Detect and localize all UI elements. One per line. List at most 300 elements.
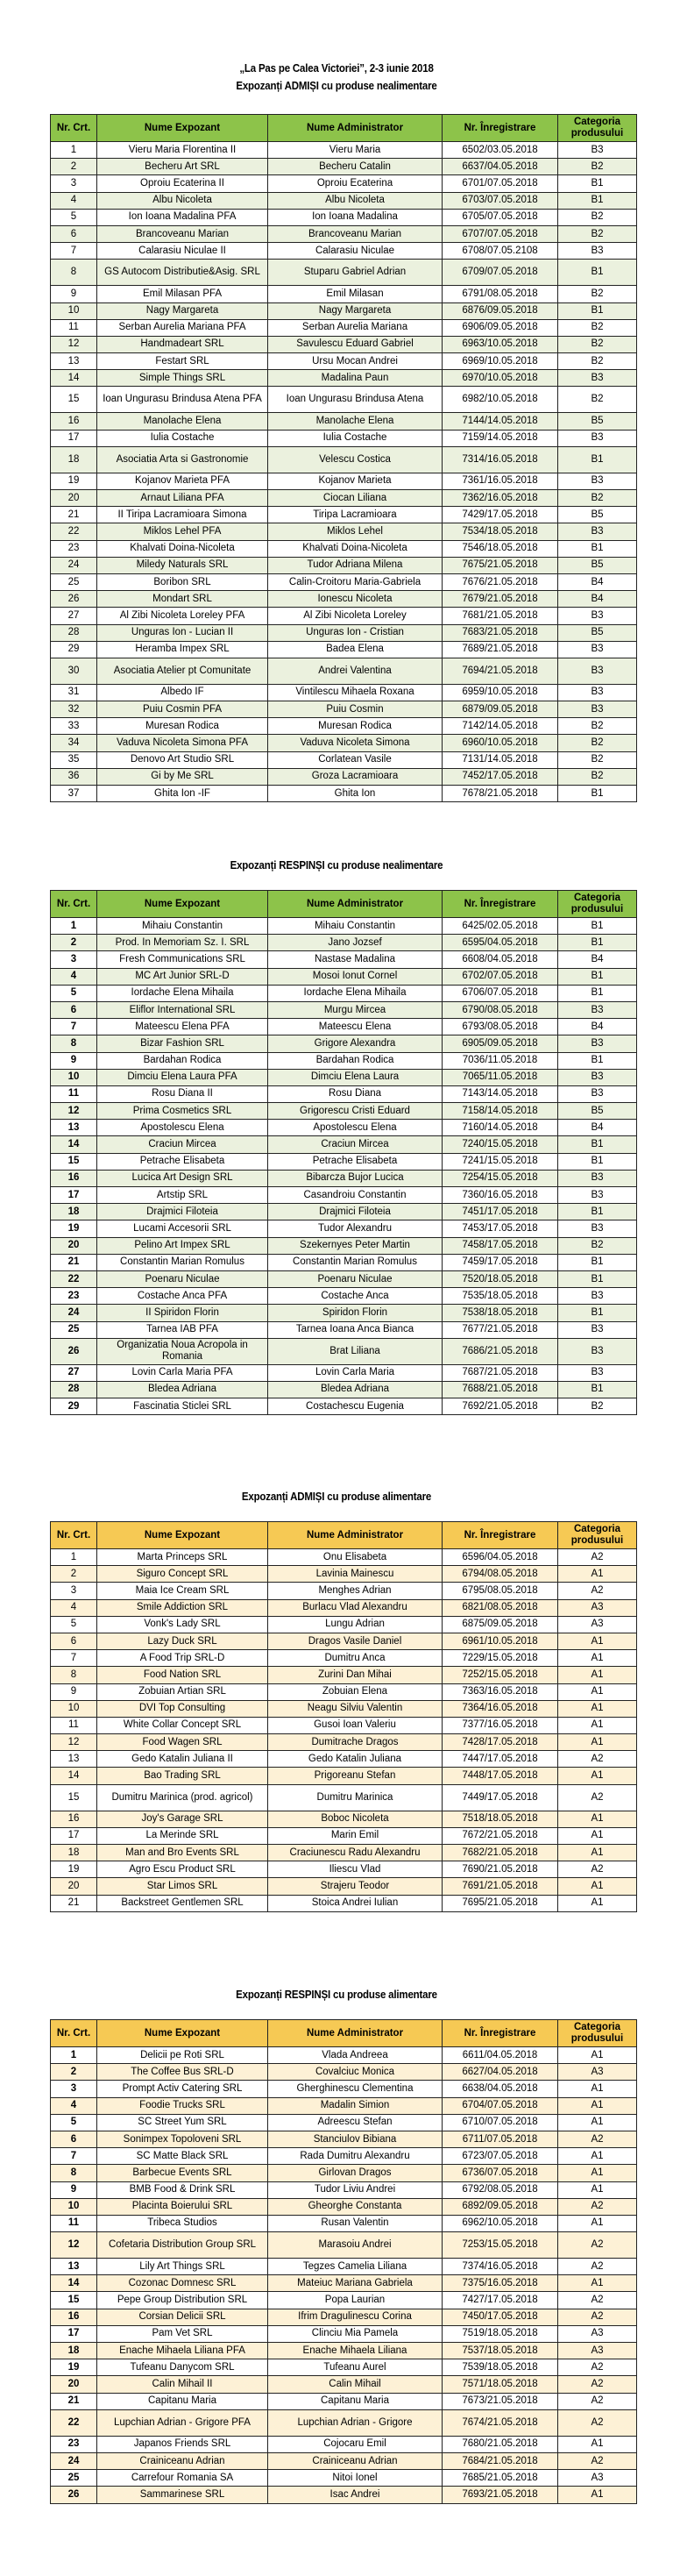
cell-nr-inregistrare: 7682/21.05.2018 xyxy=(443,1845,558,1861)
cell-nr-inregistrare: 7692/21.05.2018 xyxy=(443,1398,558,1415)
cell-nr-crt: 29 xyxy=(51,641,97,658)
cell-nr-inregistrare: 7673/21.05.2018 xyxy=(443,2393,558,2409)
cell-nume-expozant: MC Art Junior SRL-D xyxy=(97,968,268,985)
cell-categoria: B1 xyxy=(558,1381,637,1398)
cell-nr-inregistrare: 6790/08.05.2018 xyxy=(443,1001,558,1018)
header-nr-crt: Nr. Crt. xyxy=(51,2020,97,2047)
cell-nr-crt: 6 xyxy=(51,1001,97,1018)
table-row xyxy=(51,2181,637,2198)
table-row xyxy=(51,1827,637,1844)
cell-categoria: B2 xyxy=(558,735,637,751)
cell-nume-administrator: Brat Liliana xyxy=(268,1338,443,1364)
cell-nume-administrator: Craciunescu Radu Alexandru xyxy=(268,1845,443,1861)
table-header-row xyxy=(51,2020,637,2047)
cell-categoria: A1 xyxy=(558,1700,637,1717)
cell-nume-expozant: Gi by Me SRL xyxy=(97,768,268,785)
cell-nume-administrator: Vlada Andreea xyxy=(268,2047,443,2064)
cell-nume-administrator: Ciocan Liliana xyxy=(268,490,443,507)
cell-nume-expozant: Delicii pe Roti SRL xyxy=(97,2047,268,2064)
cell-nr-crt: 35 xyxy=(51,751,97,768)
cell-categoria: A1 xyxy=(558,1811,637,1827)
cell-nr-crt: 37 xyxy=(51,786,97,802)
cell-nume-expozant: Mihaiu Constantin xyxy=(97,918,268,935)
cell-nume-administrator: Prigoreanu Stefan xyxy=(268,1768,443,1784)
cell-nume-administrator: Dragos Vasile Daniel xyxy=(268,1633,443,1649)
cell-nume-administrator: Oproiu Ecaterina xyxy=(268,175,443,192)
cell-nume-expozant: Calin Mihail II xyxy=(97,2376,268,2393)
cell-nume-expozant: Sammarinese SRL xyxy=(97,2487,268,2503)
table-row xyxy=(51,985,637,1001)
table-row xyxy=(51,1784,637,1811)
cell-categoria: A1 xyxy=(558,2114,637,2131)
cell-nr-inregistrare: 7241/15.05.2018 xyxy=(443,1153,558,1170)
cell-nume-administrator: Murgu Mircea xyxy=(268,1001,443,1018)
cell-nr-crt: 7 xyxy=(51,243,97,260)
cell-categoria: A1 xyxy=(558,1895,637,1911)
cell-nr-inregistrare: 7363/16.05.2018 xyxy=(443,1683,558,1700)
table-row xyxy=(51,2198,637,2215)
cell-nr-inregistrare: 6608/04.05.2018 xyxy=(443,951,558,968)
cell-nr-inregistrare: 6627/04.05.2018 xyxy=(443,2064,558,2081)
table-row xyxy=(51,1549,637,1566)
cell-nr-crt: 17 xyxy=(51,430,97,446)
cell-nume-expozant: Prompt Activ Catering SRL xyxy=(97,2081,268,2097)
cell-categoria: A1 xyxy=(558,1734,637,1751)
cell-nr-inregistrare: 7687/21.05.2018 xyxy=(443,1364,558,1381)
cell-nume-administrator: Nagy Margareta xyxy=(268,302,443,319)
table-row xyxy=(51,175,637,192)
cell-nume-expozant: Unguras Ion - Lucian II xyxy=(97,624,268,641)
cell-nr-crt: 18 xyxy=(51,2343,97,2359)
cell-nume-expozant: Bizar Fashion SRL xyxy=(97,1035,268,1052)
cell-nume-administrator: Iliescu Vlad xyxy=(268,1861,443,1878)
cell-nume-administrator: Adreescu Stefan xyxy=(268,2114,443,2131)
table-row xyxy=(51,1717,637,1733)
table-row xyxy=(51,286,637,302)
cell-categoria: B2 xyxy=(558,225,637,242)
cell-categoria: A2 xyxy=(558,2409,637,2436)
cell-nume-expozant: Lily Art Things SRL xyxy=(97,2259,268,2275)
cell-categoria: B1 xyxy=(558,786,637,802)
cell-nr-inregistrare: 6425/02.05.2018 xyxy=(443,918,558,935)
table-row xyxy=(51,2047,637,2064)
cell-nume-expozant: BMB Food & Drink SRL xyxy=(97,2181,268,2198)
cell-nr-inregistrare: 6961/10.05.2018 xyxy=(443,1633,558,1649)
cell-nume-administrator: Neagu Silviu Valentin xyxy=(268,1700,443,1717)
cell-nr-crt: 1 xyxy=(51,2047,97,2064)
cell-nr-crt: 19 xyxy=(51,1220,97,1237)
cell-nr-inregistrare: 7685/21.05.2018 xyxy=(443,2470,558,2487)
cell-categoria: A1 xyxy=(558,1650,637,1667)
cell-nr-crt: 24 xyxy=(51,2452,97,2469)
cell-nume-expozant: II Spiridon Florin xyxy=(97,1305,268,1321)
cell-nume-administrator: Andrei Valentina xyxy=(268,658,443,684)
cell-nr-crt: 16 xyxy=(51,2309,97,2325)
cell-nume-expozant: Albu Nicoleta xyxy=(97,192,268,209)
table-row xyxy=(51,608,637,624)
cell-nr-inregistrare: 7427/17.05.2018 xyxy=(443,2292,558,2309)
cell-nr-inregistrare: 7449/17.05.2018 xyxy=(443,1784,558,1811)
cell-nume-administrator: Iulia Costache xyxy=(268,430,443,446)
cell-nume-expozant: Manolache Elena xyxy=(97,413,268,430)
cell-nume-administrator: Rada Dumitru Alexandru xyxy=(268,2148,443,2165)
cell-categoria: B1 xyxy=(558,260,637,286)
table-row xyxy=(51,658,637,684)
cell-nr-crt: 5 xyxy=(51,2114,97,2131)
cell-nume-expozant: The Coffee Bus SRL-D xyxy=(97,2064,268,2081)
cell-nr-crt: 21 xyxy=(51,507,97,523)
cell-nume-expozant: Rosu Diana II xyxy=(97,1085,268,1102)
cell-categoria: A1 xyxy=(558,2487,637,2503)
header-nume-expozant: Nume Expozant xyxy=(97,891,268,918)
cell-nr-crt: 26 xyxy=(51,591,97,608)
cell-nume-administrator: Becheru Catalin xyxy=(268,159,443,175)
cell-categoria: B2 xyxy=(558,751,637,768)
cell-nume-expozant: Heramba Impex SRL xyxy=(97,641,268,658)
cell-nume-administrator: Tegzes Camelia Liliana xyxy=(268,2259,443,2275)
cell-nume-expozant: Lupchian Adrian - Grigore PFA xyxy=(97,2409,268,2436)
cell-nr-crt: 28 xyxy=(51,1381,97,1398)
cell-nr-inregistrare: 7253/15.05.2018 xyxy=(443,2232,558,2259)
cell-nume-administrator: Gherghinescu Clementina xyxy=(268,2081,443,2097)
cell-nume-expozant: Tufeanu Danycom SRL xyxy=(97,2359,268,2376)
cell-nr-inregistrare: 7534/18.05.2018 xyxy=(443,523,558,540)
table-row xyxy=(51,1321,637,1338)
section-title-admitted-nonfood: Expozanți ADMIȘI cu produse nealimentare xyxy=(236,80,437,92)
cell-nume-administrator: Tufeanu Aurel xyxy=(268,2359,443,2376)
cell-categoria: B3 xyxy=(558,1170,637,1186)
table-row xyxy=(51,1768,637,1784)
header-nr-crt: Nr. Crt. xyxy=(51,115,97,142)
cell-nume-administrator: Menghes Adrian xyxy=(268,1583,443,1599)
table-row xyxy=(51,935,637,951)
cell-nume-administrator: Miklos Lehel xyxy=(268,523,443,540)
cell-nr-crt: 12 xyxy=(51,336,97,352)
table-row xyxy=(51,1683,637,1700)
table-row xyxy=(51,1120,637,1136)
table-row xyxy=(51,1364,637,1381)
table-row xyxy=(51,1019,637,1035)
cell-nume-expozant: Siguro Concept SRL xyxy=(97,1566,268,1583)
cell-nr-inregistrare: 6794/08.05.2018 xyxy=(443,1566,558,1583)
table-row xyxy=(51,319,637,336)
cell-nume-administrator: Nastase Madalina xyxy=(268,951,443,968)
cell-nume-administrator: Manolache Elena xyxy=(268,413,443,430)
table-row xyxy=(51,2487,637,2503)
cell-nr-inregistrare: 6963/10.05.2018 xyxy=(443,336,558,352)
cell-nume-administrator: Constantin Marian Romulus xyxy=(268,1254,443,1270)
cell-categoria: A1 xyxy=(558,2097,637,2114)
table-rejected-food xyxy=(50,2019,637,2504)
cell-nr-inregistrare: 7143/14.05.2018 xyxy=(443,1085,558,1102)
cell-categoria: A1 xyxy=(558,1633,637,1649)
table-row xyxy=(51,523,637,540)
table-row xyxy=(51,2081,637,2097)
table-row xyxy=(51,573,637,590)
cell-nr-inregistrare: 7677/21.05.2018 xyxy=(443,1321,558,1338)
cell-nume-administrator: Petrache Elisabeta xyxy=(268,1153,443,1170)
cell-nume-administrator: Unguras Ion - Cristian xyxy=(268,624,443,641)
cell-nume-expozant: Constantin Marian Romulus xyxy=(97,1254,268,1270)
cell-nr-inregistrare: 7686/21.05.2018 xyxy=(443,1338,558,1364)
cell-categoria: B5 xyxy=(558,557,637,573)
table-row xyxy=(51,684,637,701)
table-row xyxy=(51,142,637,159)
table-row xyxy=(51,302,637,319)
cell-nr-inregistrare: 7681/21.05.2018 xyxy=(443,608,558,624)
cell-nr-inregistrare: 6702/07.05.2018 xyxy=(443,968,558,985)
cell-nume-administrator: Gedo Katalin Juliana xyxy=(268,1751,443,1768)
cell-nr-crt: 9 xyxy=(51,1052,97,1069)
table-row xyxy=(51,1398,637,1415)
event-title: „La Pas pe Calea Victoriei”, 2-3 iunie 2018 xyxy=(239,62,434,75)
cell-nr-inregistrare: 6736/07.05.2018 xyxy=(443,2165,558,2181)
cell-nume-administrator: Puiu Cosmin xyxy=(268,701,443,718)
cell-categoria: B1 xyxy=(558,1052,637,1069)
cell-nr-inregistrare: 7675/21.05.2018 xyxy=(443,557,558,573)
table-row xyxy=(51,1254,637,1270)
cell-nr-crt: 16 xyxy=(51,1811,97,1827)
cell-categoria: A1 xyxy=(558,2436,637,2452)
table-row xyxy=(51,1153,637,1170)
cell-nr-crt: 33 xyxy=(51,718,97,735)
cell-nume-administrator: Poenaru Niculae xyxy=(268,1270,443,1287)
cell-nume-expozant: Mondart SRL xyxy=(97,591,268,608)
cell-nume-expozant: Costache Anca PFA xyxy=(97,1288,268,1305)
cell-categoria: A1 xyxy=(558,2148,637,2165)
cell-nr-crt: 8 xyxy=(51,1667,97,1683)
cell-categoria: B2 xyxy=(558,718,637,735)
cell-nr-inregistrare: 6905/09.05.2018 xyxy=(443,1035,558,1052)
cell-categoria: A1 xyxy=(558,2275,637,2292)
cell-nume-expozant: Dimciu Elena Laura PFA xyxy=(97,1069,268,1085)
cell-nr-crt: 26 xyxy=(51,2487,97,2503)
table-row xyxy=(51,786,637,802)
cell-categoria: B3 xyxy=(558,142,637,159)
cell-categoria: B1 xyxy=(558,935,637,951)
table-row xyxy=(51,370,637,387)
header-categoria-produsului: Categoria produsului xyxy=(558,115,637,142)
cell-categoria: B3 xyxy=(558,1069,637,1085)
cell-categoria: B5 xyxy=(558,413,637,430)
cell-nume-administrator: Al Zibi Nicoleta Loreley xyxy=(268,608,443,624)
cell-nume-administrator: Costache Anca xyxy=(268,1288,443,1305)
cell-nr-crt: 30 xyxy=(51,658,97,684)
table-row xyxy=(51,159,637,175)
cell-nr-crt: 2 xyxy=(51,159,97,175)
cell-nume-administrator: Stoica Andrei Iulian xyxy=(268,1895,443,1911)
cell-nr-crt: 17 xyxy=(51,1827,97,1844)
cell-nr-crt: 18 xyxy=(51,1845,97,1861)
cell-categoria: B3 xyxy=(558,243,637,260)
cell-nume-expozant: Pepe Group Distribution SRL xyxy=(97,2292,268,2309)
cell-nume-administrator: Burlacu Vlad Alexandru xyxy=(268,1599,443,1616)
cell-nr-inregistrare: 7546/18.05.2018 xyxy=(443,540,558,557)
cell-nr-inregistrare: 7240/15.05.2018 xyxy=(443,1136,558,1153)
cell-categoria: B2 xyxy=(558,1237,637,1254)
cell-categoria: B1 xyxy=(558,968,637,985)
table-row xyxy=(51,1170,637,1186)
cell-nr-inregistrare: 6960/10.05.2018 xyxy=(443,735,558,751)
cell-categoria: B5 xyxy=(558,624,637,641)
cell-nume-administrator: Spiridon Florin xyxy=(268,1305,443,1321)
cell-nume-administrator: Dumitrache Dragos xyxy=(268,1734,443,1751)
cell-categoria: B3 xyxy=(558,473,637,489)
cell-nr-crt: 15 xyxy=(51,1784,97,1811)
table-row xyxy=(51,1700,637,1717)
cell-nume-expozant: Iordache Elena Mihaila xyxy=(97,985,268,1001)
cell-nr-inregistrare: 6892/09.05.2018 xyxy=(443,2198,558,2215)
cell-categoria: A3 xyxy=(558,1599,637,1616)
table-row xyxy=(51,507,637,523)
cell-nume-administrator: Zurini Dan Mihai xyxy=(268,1667,443,1683)
cell-nume-expozant: Oproiu Ecaterina II xyxy=(97,175,268,192)
cell-nr-inregistrare: 6962/10.05.2018 xyxy=(443,2215,558,2231)
cell-nr-crt: 10 xyxy=(51,302,97,319)
cell-nr-crt: 8 xyxy=(51,1035,97,1052)
header-nume-administrator: Nume Administrator xyxy=(268,891,443,918)
cell-categoria: A2 xyxy=(558,2359,637,2376)
cell-nr-inregistrare: 7450/17.05.2018 xyxy=(443,2309,558,2325)
cell-nume-administrator: Muresan Rodica xyxy=(268,718,443,735)
cell-nume-administrator: Costachescu Eugenia xyxy=(268,1398,443,1415)
cell-categoria: B3 xyxy=(558,1220,637,1237)
cell-nr-crt: 26 xyxy=(51,1338,97,1364)
cell-nr-inregistrare: 7678/21.05.2018 xyxy=(443,786,558,802)
table-row xyxy=(51,1650,637,1667)
table-row xyxy=(51,1811,637,1827)
cell-nr-crt: 23 xyxy=(51,1288,97,1305)
cell-categoria: B1 xyxy=(558,918,637,935)
cell-nr-crt: 6 xyxy=(51,1633,97,1649)
cell-nr-crt: 13 xyxy=(51,1751,97,1768)
cell-nr-inregistrare: 6611/04.05.2018 xyxy=(443,2047,558,2064)
cell-nume-administrator: Boboc Nicoleta xyxy=(268,1811,443,1827)
cell-categoria: A2 xyxy=(558,2393,637,2409)
cell-nume-expozant: Bardahan Rodica xyxy=(97,1052,268,1069)
cell-nume-expozant: A Food Trip SRL-D xyxy=(97,1650,268,1667)
table-row xyxy=(51,446,637,473)
cell-nr-inregistrare: 7361/16.05.2018 xyxy=(443,473,558,489)
cell-categoria: B2 xyxy=(558,159,637,175)
table-row xyxy=(51,1566,637,1583)
cell-nr-crt: 3 xyxy=(51,175,97,192)
table-row xyxy=(51,591,637,608)
cell-nume-expozant: Foodie Trucks SRL xyxy=(97,2097,268,2114)
table-row xyxy=(51,918,637,935)
table-row xyxy=(51,387,637,413)
cell-nr-crt: 23 xyxy=(51,540,97,557)
cell-nr-inregistrare: 6875/09.05.2018 xyxy=(443,1616,558,1633)
cell-nr-inregistrare: 6596/04.05.2018 xyxy=(443,1549,558,1566)
cell-categoria: B1 xyxy=(558,540,637,557)
table-row xyxy=(51,1878,637,1895)
cell-categoria: A3 xyxy=(558,1616,637,1633)
cell-nume-administrator: Mateescu Elena xyxy=(268,1019,443,1035)
table-row xyxy=(51,968,637,985)
table-row xyxy=(51,2452,637,2469)
cell-nr-inregistrare: 7535/18.05.2018 xyxy=(443,1288,558,1305)
cell-nr-crt: 6 xyxy=(51,225,97,242)
cell-nume-expozant: Enache Mihaela Liliana PFA xyxy=(97,2343,268,2359)
cell-categoria: B4 xyxy=(558,951,637,968)
cell-nr-crt: 1 xyxy=(51,142,97,159)
cell-categoria: B2 xyxy=(558,209,637,225)
header-nume-expozant: Nume Expozant xyxy=(97,2020,268,2047)
header-categoria-produsului: Categoria produsului xyxy=(558,2020,637,2047)
cell-nume-expozant: Food Nation SRL xyxy=(97,1667,268,1683)
cell-categoria: B3 xyxy=(558,1001,637,1018)
cell-nr-crt: 21 xyxy=(51,2393,97,2409)
table-row xyxy=(51,2114,637,2131)
header-nr-inregistrare: Nr. Înregistrare xyxy=(443,2020,558,2047)
cell-nr-inregistrare: 7676/21.05.2018 xyxy=(443,573,558,590)
cell-nume-administrator: Grigore Alexandra xyxy=(268,1035,443,1052)
cell-nume-expozant: Lazy Duck SRL xyxy=(97,1633,268,1649)
cell-nr-crt: 17 xyxy=(51,2325,97,2342)
table-row xyxy=(51,1035,637,1052)
cell-nr-inregistrare: 6723/07.05.2018 xyxy=(443,2148,558,2165)
cell-nr-crt: 24 xyxy=(51,557,97,573)
cell-nr-inregistrare: 6970/10.05.2018 xyxy=(443,370,558,387)
cell-nr-inregistrare: 6969/10.05.2018 xyxy=(443,353,558,370)
table-row xyxy=(51,1667,637,1683)
cell-nr-inregistrare: 7683/21.05.2018 xyxy=(443,624,558,641)
table-row xyxy=(51,540,637,557)
header-nr-crt: Nr. Crt. xyxy=(51,891,97,918)
cell-nr-inregistrare: 6792/08.05.2018 xyxy=(443,2181,558,2198)
cell-categoria: A2 xyxy=(558,2232,637,2259)
table-row xyxy=(51,1895,637,1911)
cell-nr-crt: 11 xyxy=(51,1085,97,1102)
table-row xyxy=(51,2259,637,2275)
cell-nr-inregistrare: 7693/21.05.2018 xyxy=(443,2487,558,2503)
cell-nr-inregistrare: 6703/07.05.2018 xyxy=(443,192,558,209)
cell-nume-expozant: Capitanu Maria xyxy=(97,2393,268,2409)
cell-nume-expozant: Cofetaria Distribution Group SRL xyxy=(97,2232,268,2259)
cell-categoria: B1 xyxy=(558,192,637,209)
cell-nume-administrator: Szekernyes Peter Martin xyxy=(268,1237,443,1254)
cell-categoria: B3 xyxy=(558,1035,637,1052)
cell-nume-expozant: Albedo IF xyxy=(97,684,268,701)
cell-nr-crt: 3 xyxy=(51,1583,97,1599)
cell-nume-administrator: Tudor Alexandru xyxy=(268,1220,443,1237)
cell-nr-crt: 8 xyxy=(51,2165,97,2181)
table-row xyxy=(51,1305,637,1321)
cell-nr-inregistrare: 7694/21.05.2018 xyxy=(443,658,558,684)
cell-categoria: A1 xyxy=(558,2081,637,2097)
cell-categoria: B2 xyxy=(558,768,637,785)
cell-nume-expozant: Artstip SRL xyxy=(97,1187,268,1204)
cell-nr-crt: 27 xyxy=(51,1364,97,1381)
cell-nr-crt: 4 xyxy=(51,192,97,209)
cell-nr-inregistrare: 6701/07.05.2018 xyxy=(443,175,558,192)
table-row xyxy=(51,260,637,286)
table-row xyxy=(51,1845,637,1861)
cell-nr-crt: 18 xyxy=(51,1204,97,1220)
cell-nr-inregistrare: 6879/09.05.2018 xyxy=(443,701,558,718)
cell-nr-crt: 10 xyxy=(51,2198,97,2215)
cell-nume-administrator: Cojocaru Emil xyxy=(268,2436,443,2452)
cell-categoria: B1 xyxy=(558,1136,637,1153)
cell-nr-inregistrare: 6637/04.05.2018 xyxy=(443,159,558,175)
cell-nume-expozant: SC Street Yum SRL xyxy=(97,2114,268,2131)
cell-categoria: A2 xyxy=(558,2198,637,2215)
cell-nume-expozant: Placinta Boierului SRL xyxy=(97,2198,268,2215)
table-row xyxy=(51,1052,637,1069)
cell-nume-expozant: Agro Escu Product SRL xyxy=(97,1861,268,1878)
cell-categoria: B2 xyxy=(558,1398,637,1415)
